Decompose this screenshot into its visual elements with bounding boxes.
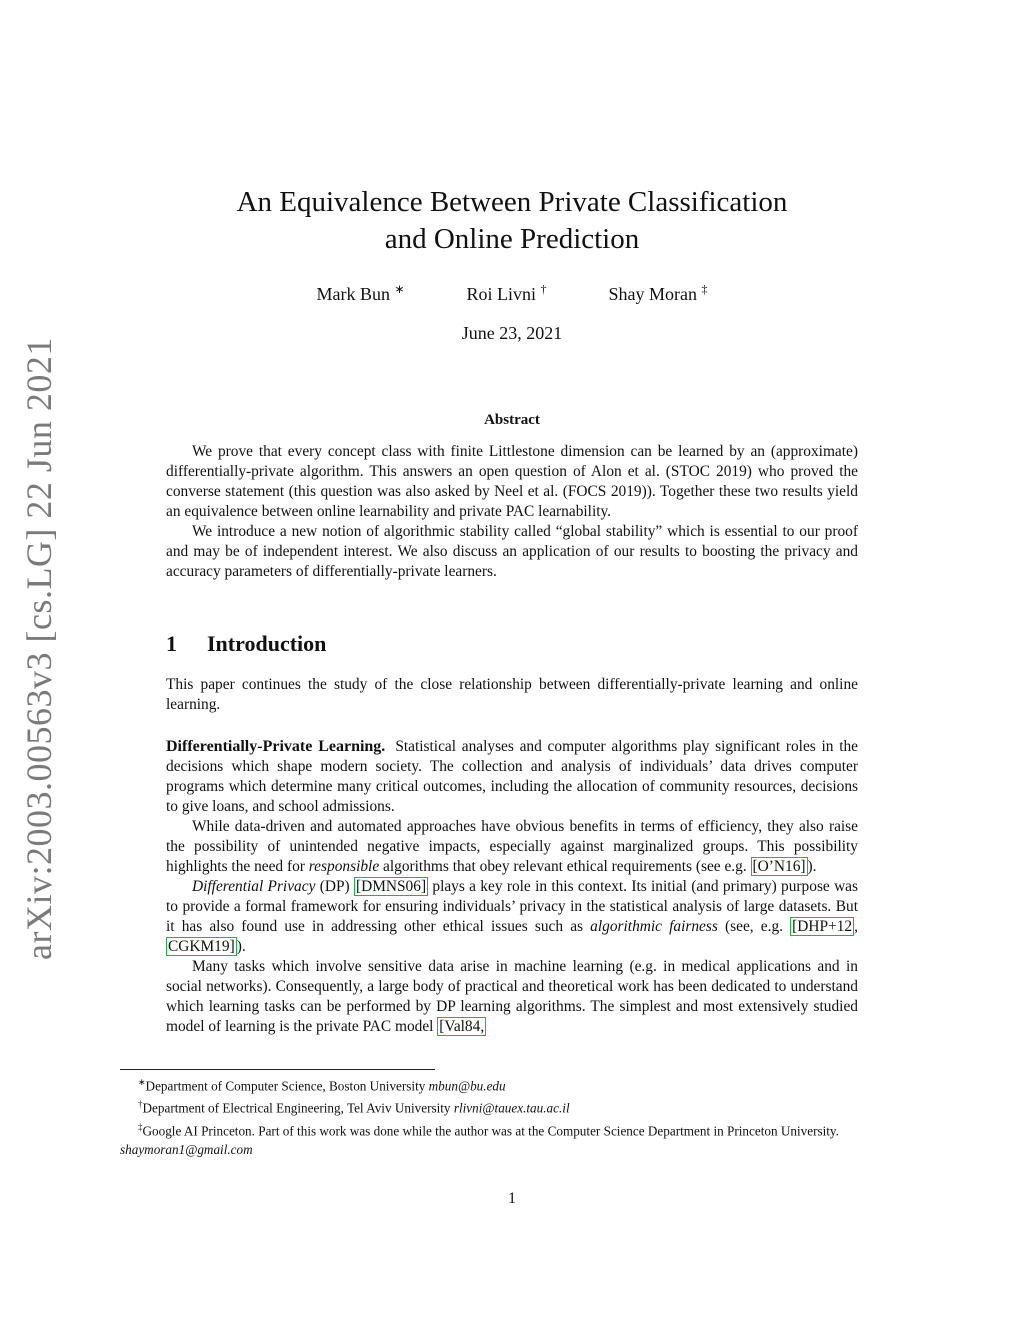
citation-link[interactable]: [DHP+12 — [792, 918, 853, 935]
dp-paragraph — [166, 877, 858, 957]
dp-text: plays a key role in this context. Its initial (and primary) purpose was to provide a formal framework for ensuring individuals’ privacy in the statistical analysis of large datasets. But it has also found use in addressing other ethical issues such as — [166, 878, 859, 935]
abstract-paragraph: We introduce a new notion of algorithmic stability called “global stability” which is essential to our proof and may be of independent interest. We also discuss an application of our results to boosting the privacy and accuracy parameters of differentially-private learners. — [166, 523, 858, 580]
author-list — [0, 282, 1024, 305]
footnote-text: Google AI Princeton. Part of this work was done while the author was at the Computer Science Department in Princeton University. — [142, 1123, 839, 1139]
emphasis-text: responsible — [308, 858, 380, 875]
dp-text: , — [854, 918, 858, 935]
footnote-email[interactable]: shaymoran1@gmail.com — [120, 1142, 253, 1158]
publication-date: June 23, 2021 — [461, 323, 563, 343]
footnote-email[interactable]: mbun@bu.edu — [428, 1078, 506, 1094]
author-name: Mark Bun — [316, 284, 390, 304]
section-number: 1 — [166, 631, 177, 656]
intro-body — [166, 675, 858, 715]
title-line-1: An Equivalence Between Private Classification — [236, 186, 788, 218]
section-title: Introduction — [207, 631, 327, 656]
author-footnote-mark: ‡ — [701, 282, 708, 296]
footnote-email[interactable]: rlivni@tauex.tau.ac.il — [453, 1100, 570, 1116]
dp-paragraph — [166, 737, 858, 817]
dp-text: ). — [236, 938, 246, 955]
abstract-body — [166, 442, 858, 582]
footnote-text: Department of Electrical Engineering, Tel Aviv University — [142, 1100, 454, 1116]
dp-text: ). — [807, 858, 817, 875]
dp-paragraph — [166, 817, 858, 877]
title-line-2: and Online Prediction — [384, 223, 640, 255]
author — [316, 282, 404, 305]
paper-title — [0, 184, 1024, 258]
footnote-mark: † — [138, 1099, 143, 1110]
dp-text: algorithms that obey relevant ethical requirements (see e.g. — [379, 858, 751, 875]
dp-text: (DP) — [315, 878, 354, 895]
footnote — [120, 1073, 910, 1095]
footnote-rule — [120, 1069, 435, 1070]
author-footnote-mark: † — [540, 282, 547, 296]
dp-text: Many tasks which involve sensitive data arise in machine learning (e.g. in medical applications and in social networks). Consequently, a large body of practical and theoretical work has been dedicated to understand which learning tasks can be performed by DP learning algorithms. The simplest and most extensively studied model of learning is the private PAC model — [166, 958, 858, 1035]
author — [609, 282, 708, 305]
emphasis-text: algorithmic fairness — [590, 918, 718, 935]
citation-link[interactable]: [DMNS06] — [355, 878, 427, 895]
emphasis-text: Differential Privacy — [192, 878, 316, 895]
page-number: 1 — [508, 1190, 516, 1207]
dp-paragraph — [166, 957, 858, 1037]
footnote-text: Department of Computer Science, Boston University — [145, 1078, 429, 1094]
dp-text: While data-driven and automated approaches have obvious benefits in terms of efficiency, they also raise the possibility of unintended negative impacts, especially against marginalized groups. This possibility highlights the need for — [166, 818, 858, 875]
arxiv-identifier-stamp: arXiv:2003.00563v3 [cs.LG] 22 Jun 2021 — [19, 337, 59, 960]
abstract-heading: Abstract — [484, 412, 540, 428]
dp-text: Statistical analyses and computer algorithms play significant roles in the decisions which shape modern society. The collection and analysis of individuals’ data drives computer programs which determine many critical outcomes, including the allocation of community resources, decisions to give loans, and school admissions. — [166, 738, 858, 815]
citation-link[interactable]: [Val84, — [439, 1018, 485, 1035]
section-heading — [166, 631, 326, 657]
dp-body — [166, 737, 858, 1037]
footnote-mark: ‡ — [138, 1121, 143, 1132]
dp-text: (see, e.g. — [717, 918, 791, 935]
author-name: Roi Livni — [466, 284, 537, 304]
footnote-mark: ∗ — [138, 1077, 146, 1087]
footnotes — [120, 1073, 910, 1159]
footnote — [120, 1118, 910, 1159]
intro-paragraph: This paper continues the study of the close relationship between differentially-private learning and online learning. — [166, 676, 858, 713]
citation-link[interactable]: CGKM19] — [168, 938, 235, 955]
author-name: Shay Moran — [608, 284, 698, 304]
paragraph-heading: Differentially-Private Learning. — [166, 738, 386, 755]
citation-link[interactable]: [O’N16] — [752, 858, 806, 875]
abstract-paragraph: We prove that every concept class with finite Littlestone dimension can be learned by an (approximate) differentially-private algorithm. This answers an open question of Alon et al. (STOC 2019) who proved the converse statement (this question was also asked by Neel et al. (FOCS 2019)). Together these two results yield an equivalence between online learnability and private PAC learnability. — [166, 443, 858, 520]
author-footnote-mark: ∗ — [394, 282, 405, 296]
author — [467, 282, 547, 305]
footnote — [120, 1095, 910, 1117]
